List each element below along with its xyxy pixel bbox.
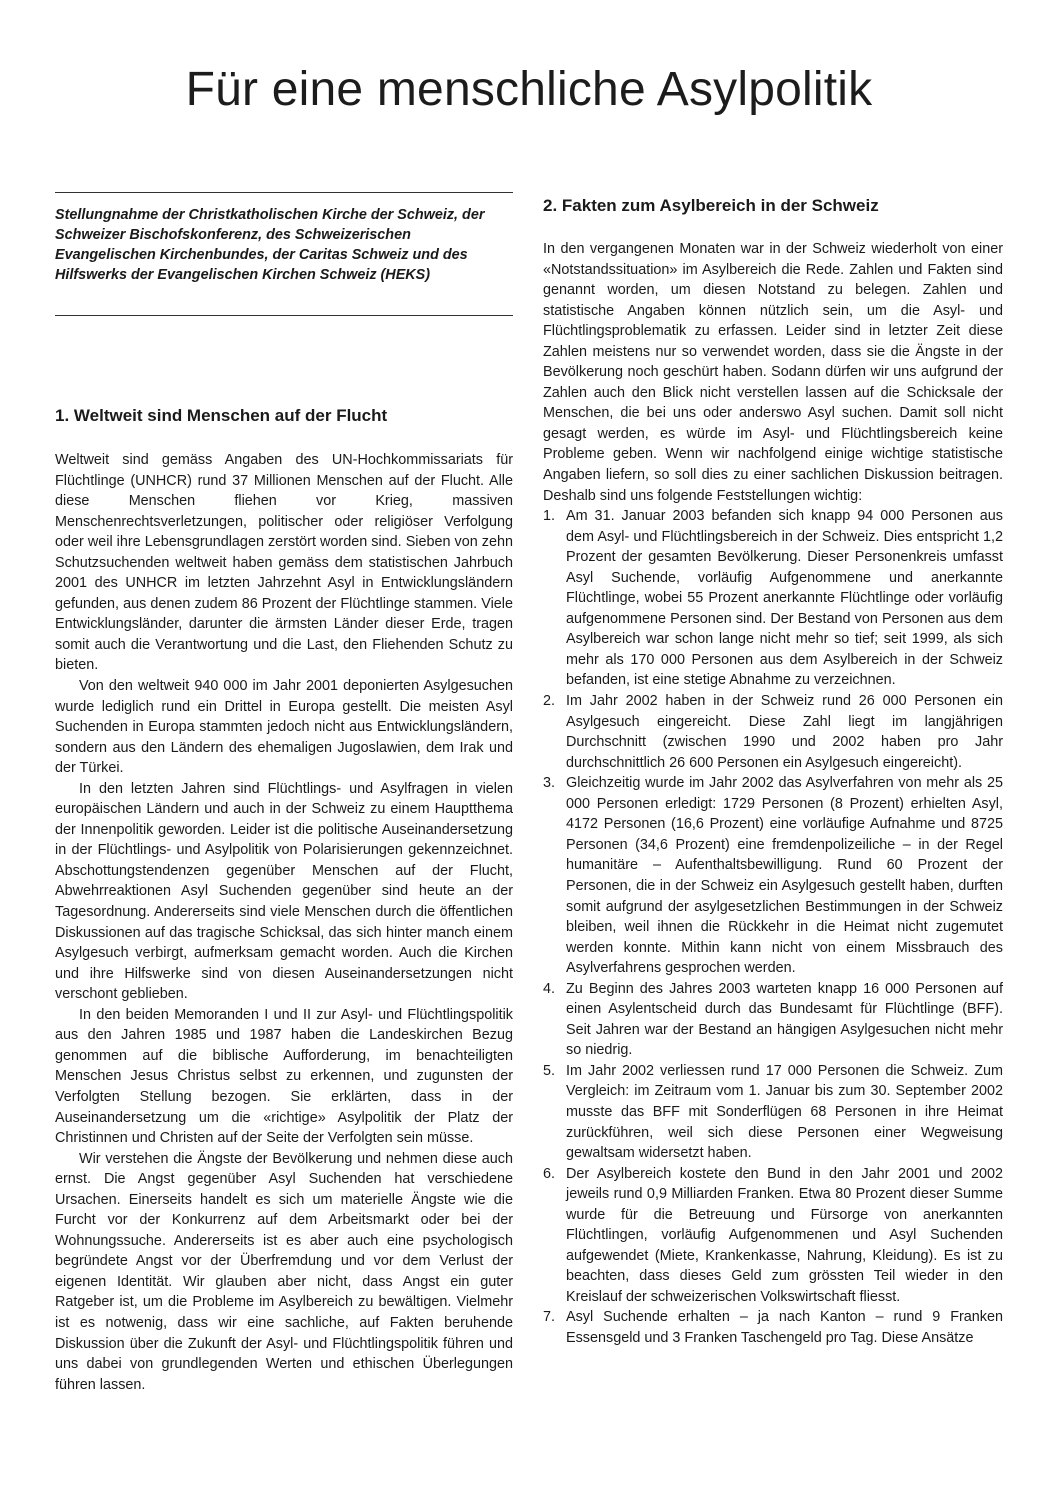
list-item-number: 1.	[543, 508, 556, 525]
intro-top-rule	[55, 192, 513, 193]
intro-bottom-rule	[55, 315, 513, 316]
section-1-paragraph: In den letzten Jahren sind Flüchtlings- und Asylfragen in vielen europäischen Ländern und auch in der Schweiz zu einem Hauptthema der Innenpolitik geworden. Leider ist die politische Auseinandersetzung in der Flüchtlings- und Asylpolitik von Polarisierungen gekennzeichnet. Abschottungstendenzen gegenüber Menschen auf der Flucht, Abwehrreaktionen Asyl Suchenden gegenüber sind heute an der Tagesordnung. Andererseits sind viele Menschen durch die öffentlichen Diskussionen auf das tragische Schicksal, das sich hinter manch einem Asylgesuch verbirgt, aufmerksam gemacht worden. Auch die Kirchen und ihre Hilfswerke sind von diesen Auseinandersetzungen nicht verschont geblieben.	[55, 780, 513, 1003]
list-item	[543, 773, 1003, 978]
list-item-text: Der Asylbereich kostete den Bund in den Jahr 2001 und 2002 jeweils rund 0,9 Milliarden Franken. Etwa 80 Prozent dieser Summe wurde für die Betreuung und Fürsorge von anerkannten Flüchtlingen, vorläufig Aufgenommenen und Asyl Suchenden aufgewendet (Miete, Krankenkasse, Nahrung, Kleidung). Es ist zu beachten, dass dieses Geld zum grössten Teil wieder in den Kreislauf der schweizerischen Volkswirtschaft fliesst.	[566, 1165, 1003, 1305]
list-item-text: Zu Beginn des Jahres 2003 warteten knapp 16 000 Personen auf einen Asylentscheid durch das Bundesamt für Flüchtlinge (BFF). Seit Jahren war der Bestand an hängigen Asylgesuchen nicht mehr so niedrig.	[566, 980, 1003, 1059]
intro-statement: Stellungnahme der Christkatholischen Kirche der Schweiz, der Schweizer Bischofskonferenz, des Schweizerischen Evangelischen Kirchenbundes, der Caritas Schweiz und des Hilfswerks der Evangelischen Kirchen Schweiz (HEKS)	[55, 207, 485, 283]
section-1-paragraph: Von den weltweit 940 000 im Jahr 2001 deponierten Asylgesuchen wurde lediglich rund ein Drittel in Europa gestellt. Die meisten Asyl Suchenden in Europa stammten jedoch nicht aus Entwicklungsländern, sondern aus den Ländern des ehemaligen Jugoslawien, dem Irak und der Türkei.	[55, 678, 513, 777]
list-item-number: 4.	[543, 980, 556, 997]
list-item-number: 6.	[543, 1165, 556, 1182]
list-item-text: Im Jahr 2002 verliessen rund 17 000 Personen die Schweiz. Zum Vergleich: im Zeitraum vom 1. Januar bis zum 30. September 2002 musste das BFF mit Sonderflügen 68 Personen in ihre Heimat zurückführen, weil sich diese Personen einer Wegweisung gewaltsam widersetzt haben.	[566, 1062, 1003, 1162]
list-item-number: 5.	[543, 1062, 556, 1079]
list-item	[543, 1061, 1003, 1164]
section-1-paragraph: Weltweit sind gemäss Angaben des UN-Hochkommissariats für Flüchtlinge (UNHCR) rund 37 Millionen Menschen auf der Flucht. Alle diese Menschen fliehen vor Krieg, massiven Menschenrechtsverletzungen, politischer oder religiöser Verfolgung oder weil ihre Lebensgrundlagen zerstört worden sind. Sieben von zehn Schutzsuchenden weltweit haben gemäss dem statistischen Jahrbuch 2001 des UNHCR im letzten Jahrzehnt Asyl in Entwicklungsländern gefunden, aus denen zudem 86 Prozent der Flüchtlinge stammen. Viele Entwicklungsländer, darunter die ärmsten Länder dieser Erde, tragen somit auch die Verantwortung und die Last, den Fliehenden Schutz zu bieten.	[55, 452, 513, 674]
list-item-number: 7.	[543, 1309, 556, 1326]
page-title: Für eine menschliche Asylpolitik	[185, 63, 873, 116]
list-item-text: Asyl Suchende erhalten – ja nach Kanton – rund 9 Franken Essensgeld und 3 Franken Taschengeld pro Tag. Diese Ansätze	[566, 1309, 1003, 1346]
list-item	[543, 1164, 1003, 1308]
section-2-intro: In den vergangenen Monaten war in der Schweiz wiederholt von einer «Notstandssituation» im Asylbereich die Rede. Zahlen und Fakten sind genannt worden, um diesen Notstand zu belegen. Zahlen und statistische Angaben können nützlich sein, um die Asyl- und Flüchtlingsproblematik zu erfassen. Leider sind in letzter Zeit diese Zahlen meistens nur so verwendet worden, dass sie die Ängste in der Bevölkerung noch geschürt haben. Sodann dürfen wir uns aufgrund der Zahlen auch den Blick nicht verstellen lassen auf die Schicksale der Menschen, die bei uns oder anderswo Asyl suchen. Damit soll nicht gesagt werden, es würde im Asyl- und Flüchtlingsbereich keine Probleme geben. Wenn wir nachfolgend einige wichtige statistische Angaben liefern, so soll dies zu einer sachlichen Diskussion beitragen. Deshalb sind uns folgende Feststellungen wichtig:	[543, 241, 1003, 504]
section-2-body	[543, 239, 1003, 1349]
list-item-text: Gleichzeitig wurde im Jahr 2002 das Asylverfahren von mehr als 25 000 Personen erledigt: 1729 Personen (8 Prozent) erhielten Asyl, 4172 Personen (16,6 Prozent) eine vorläufige Aufnahme und 8725 Personen (34,6 Prozent) eine fremdenpolizeiliche – in der Regel humanitäre – Aufenthaltsbewilligung. Rund 60 Prozent der Personen, die in der Schweiz ein Asylgesuch gestellt haben, durften somit aufgrund der asylgesetzlichen Bestimmungen in der Schweiz bleiben, weil ihnen die Rückkehr in die Heimat nicht zugemutet werden konnte. Mithin kann nicht von einem Missbrauch des Asylverfahrens gesprochen werden.	[566, 775, 1003, 977]
list-item	[543, 1307, 1003, 1348]
list-item	[543, 506, 1003, 691]
section-1-heading: 1. Weltweit sind Menschen auf der Flucht	[55, 406, 388, 425]
section-1-paragraph: Wir verstehen die Ängste der Bevölkerung und nehmen diese auch ernst. Die Angst gegenüber Asyl Suchenden hat verschiedene Ursachen. Einerseits handelt es sich um materielle Ängste wie die Furcht vor der Konkurrenz auf dem Arbeitsmarkt oder bei der Wohnungssuche. Andererseits ist es aber auch eine psychologisch begründete Angst vor der Überfremdung und vor dem Verlust der eigenen Identität. Wir glauben aber nicht, dass Angst ein guter Ratgeber ist, um die Probleme im Asylbereich zu bewältigen. Vielmehr ist es notwenig, dass wir eine sachliche, auf Fakten beruhende Diskussion über die Zukunft der Asyl- und Flüchtlingspolitik führen und uns dabei von grundlegenden Werten und ethischen Überlegungen führen lassen.	[55, 1150, 513, 1393]
list-item-number: 2.	[543, 693, 556, 710]
list-item-text: Am 31. Januar 2003 befanden sich knapp 94 000 Personen aus dem Asyl- und Flüchtlingsbereich in der Schweiz. Dies entspricht 1,2 Prozent der gesamten Bevölkerung. Dieser Personenkreis umfasst Asyl Suchende, vorläufig Aufgenommene und anerkannte Flüchtlinge, wobei 55 Prozent anerkannte Flüchtlinge oder vorläufig aufgenommene Personen sind. Der Bestand von Personen aus dem Asylbereich war schon lange nicht mehr so tief; seit 1999, als sich mehr als 170 000 Personen aus dem Asylbereich in der Schweiz befanden, ist eine stetige Abnahme zu verzeichnen.	[566, 508, 1003, 689]
section-1-paragraph: In den beiden Memoranden I und II zur Asyl- und Flüchtlingspolitik aus den Jahren 1985 und 1987 haben die Landeskirchen Bezug genommen auf die biblische Aufforderung, im benachteiligten Menschen Jesus Christus selbst zu erkennen, und zugunsten der Verfolgten Stellung bezogen. Sie erklärten, dass in der Auseinandersetzung um die «richtige» Asylpolitik der Platz der Christinnen und Christen auf der Seite der Verfolgten sein müsse.	[55, 1006, 513, 1147]
section-1-body	[55, 450, 513, 1395]
section-2-heading: 2. Fakten zum Asylbereich in der Schweiz	[543, 196, 879, 215]
list-item-number: 3.	[543, 775, 556, 792]
list-item-text: Im Jahr 2002 haben in der Schweiz rund 26 000 Personen ein Asylgesuch eingereicht. Diese Zahl liegt im langjährigen Durchschnitt (zwischen 1990 und 2002 haben pro Jahr durchschnittlich 26 600 Personen ein Asylgesuch eingereicht).	[566, 693, 1003, 771]
list-item	[543, 691, 1003, 773]
facts-list	[543, 506, 1003, 1348]
list-item	[543, 979, 1003, 1061]
